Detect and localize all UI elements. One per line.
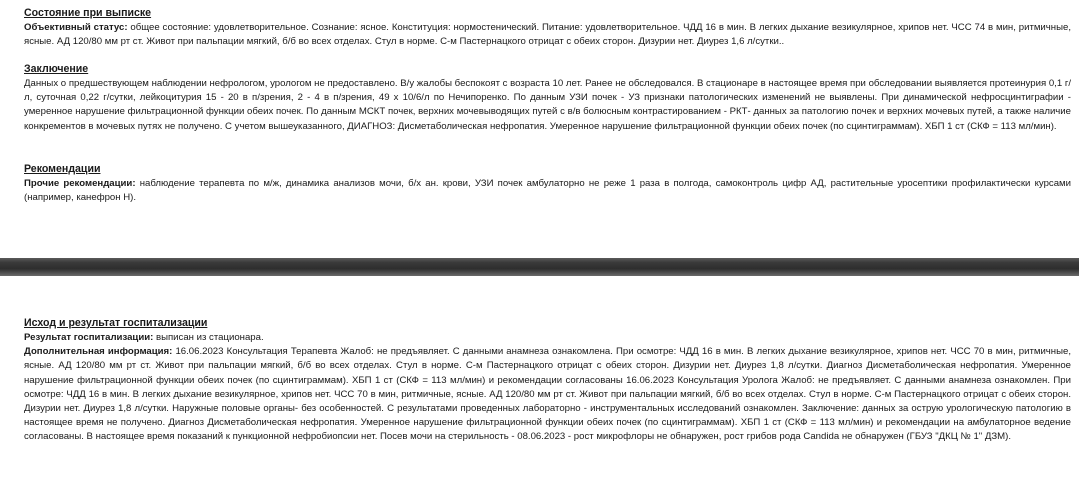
discharge-state-section <box>24 6 1071 49</box>
other-recommendations-paragraph <box>24 177 1071 205</box>
other-recommendations-label: Прочие рекомендации: <box>24 178 136 189</box>
objective-status-text: общее состояние: удовлетворительное. Сознание: ясное. Конституция: нормостенический. Питание: удовлетворительное. ЧДД 16 в мин. В легких дыхание везикулярное, хрипов нет. ЧСС 74 в мин, ритмичные, ясные. АД 120/80 мм рт ст. Живот при пальпации мягкий, б/б во всех отделах. Стул в норме. С-м Пастернацкого отрицат с обеих сторон. Дизурии нет. Диурез 1,6 л/сутки.. <box>24 22 1071 48</box>
discharge-state-heading: Состояние при выписке <box>24 7 152 19</box>
additional-info-label: Дополнительная информация: <box>24 346 173 358</box>
document-page-bottom <box>0 276 1079 487</box>
additional-info-text: 16.06.2023 Консультация Терапевта Жалоб: не предъявляет. С данными анамнеза ознакомлена. При осмотре: ЧДД 16 в мин. В легких дыхание везикулярное, хрипов нет. ЧСС 70 в мин, ритмичные, ясные. АД 120/80 мм рт ст. Живот при пальпации мягкий, б/б во всех отделах. Стул в норме. С-м Пастернацкого отрицат с обеих сторон. Дизурии нет. Диурез 1,8 л/сутки. Диагноз Дисметаболическая нефропатия. Умеренное нарушение фильтрационной функции обеих почек (по сцинтиграммам). ХБП 1 ст (СКФ = 113 мл/мин) и рекомендации согласованы 16.06.2023 Консультация Уролога Жалоб: не предъявляет. С данными анамнеза ознакомлен. При осмотре: ЧДД 16 в мин. В легких дыхание везикулярное, хрипов нет. ЧСС 70 в мин, ритмичные, ясные. АД 120/80 мм рт ст. Живот при пальпации мягкий, б/б во всех отделах. Стул в норме. С-м Пастернацкого отрицат с обеих сторон. Дизурии нет. Диурез 1,8 л/сутки. Наружные половые органы- без особенностей. С результатами проведенных лабораторно - инструментальных исследований ознакомлен. Заключение: данных за острую урологическую патологию в настоящее время не получено. Диагноз Дисметаболическая нефропатия. Умеренное нарушение фильтрационной функции обеих почек (по сцинтиграммам). ХБП 1 ст (СКФ = 113 мл/мин) и рекомендации на амбулаторное ведение согласованы. В настоящее время показаний к пункционной нефробиопсии нет. Посев мочи на стерильность - 08.06.2023 - рост микрофлоры не обнаружен, рост грибов рода Candida не обнаружен (ГБУЗ "ДКЦ № 1" ДЗМ). <box>24 346 1071 443</box>
outcome-heading: Исход и результат госпитализации <box>24 317 208 329</box>
other-recommendations-text: наблюдение терапевта по м/ж, динамика анализов мочи, б/х ан. крови, УЗИ почек амбулаторно не реже 1 раза в полгода, самоконтроль цифр АД, растительные уросептики профилактически курсами (например, канефрон Н). <box>24 178 1071 204</box>
recommendations-section <box>24 162 1071 205</box>
page-divider <box>0 258 1079 276</box>
hospitalization-result-paragraph <box>24 331 1071 345</box>
additional-info-paragraph <box>24 345 1071 444</box>
hospitalization-result-text: выписан из стационара. <box>153 332 264 343</box>
recommendations-heading: Рекомендации <box>24 163 101 175</box>
objective-status-paragraph <box>24 21 1071 49</box>
hospitalization-result-label: Результат госпитализации: <box>24 332 154 343</box>
conclusion-section <box>24 62 1071 134</box>
conclusion-text: Данных о предшествующем наблюдении нефрологом, урологом не предоставлено. В/у жалобы беспокоят с возраста 10 лет. Ранее не обследовался. В стационаре в настоящее время при обследовании выявляется протеинурия 0,1 г/л, суточная 0,22 г/сутки, лейкоцитурия 15 - 20 в п/зрения, 2 - 4 в п/зрения, 49 х 10/6/л по Нечипоренко. По данным УЗИ почек - УЗ признаки патологических изменений не выявлены. При динамической нефросцинтиграфии - умеренное нарушение фильтрационной функции обеих почек. По данным МСКТ почек, верхних мочевыводящих путей с в/в болюсным контрастированием - РКТ- данных за патологию почек и верхних мочевых путей, а также наличие конкрементов в мочевых путях не получено. С учетом вышеуказанного, ДИАГНОЗ: Дисметаболическая нефропатия. Умеренное нарушение фильтрационной функции обеих почек (по сцинтиграммам). ХБП 1 ст (СКФ = 113 мл/мин). <box>24 78 1071 132</box>
outcome-section <box>24 316 1071 445</box>
objective-status-label: Объективный статус: <box>24 22 128 33</box>
conclusion-heading: Заключение <box>24 63 89 75</box>
